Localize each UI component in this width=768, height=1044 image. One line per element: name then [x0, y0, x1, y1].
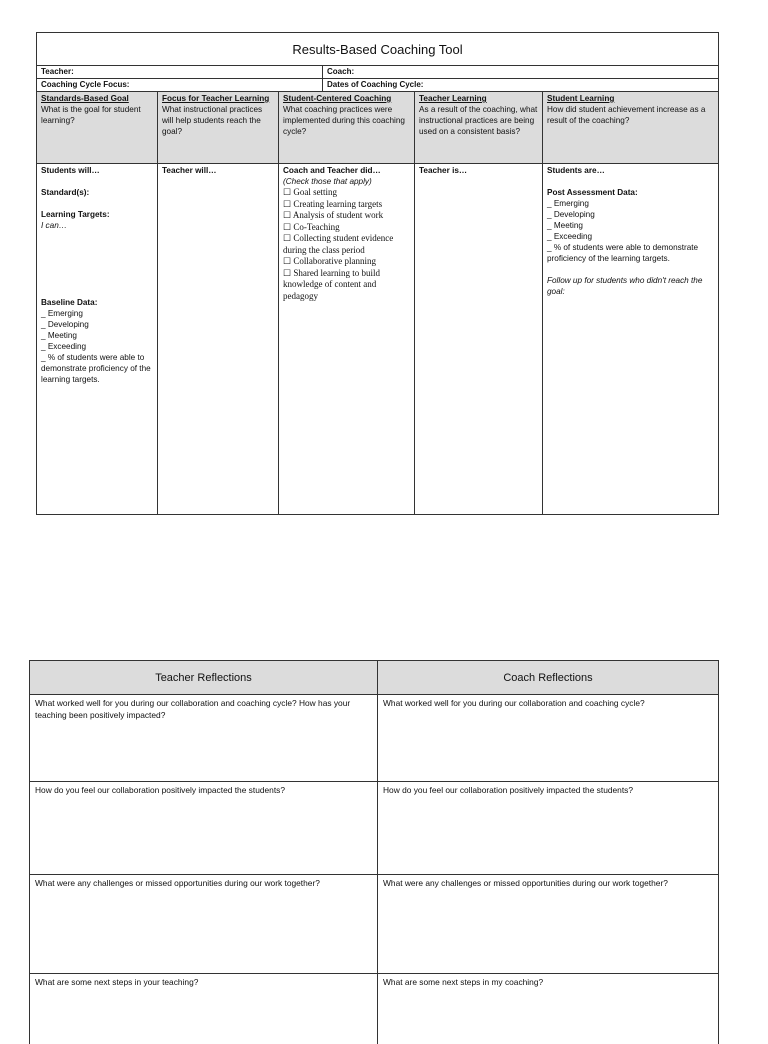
- teacher-reflection-cell[interactable]: What are some next steps in your teaching?: [30, 974, 378, 1044]
- checkbox-item[interactable]: ☐ Goal setting: [283, 187, 338, 197]
- coach-field[interactable]: Coach:: [327, 67, 355, 76]
- header-title: Student Learning: [547, 94, 615, 103]
- header-title: Focus for Teacher Learning: [162, 94, 270, 103]
- checkbox-item[interactable]: ☐ Shared learning to build knowledge of content and pedagogy: [283, 267, 381, 301]
- percent-text: _ % of students were able to demonstrate proficiency of the learning targets.: [41, 353, 151, 384]
- reflection-row: [30, 695, 718, 782]
- teacher-is-label: Teacher is…: [419, 166, 468, 175]
- teacher-field[interactable]: Teacher:: [37, 66, 323, 78]
- teacher-focus-cell[interactable]: [158, 164, 279, 514]
- teacher-reflection-cell[interactable]: How do you feel our collaboration positively impacted the students?: [30, 782, 378, 874]
- header-question: What instructional practices will help students reach the goal?: [162, 105, 263, 136]
- focus-dates-row: [37, 79, 718, 92]
- reflection-row: [30, 974, 718, 1044]
- coaching-focus-field[interactable]: Coaching Cycle Focus:: [37, 79, 323, 91]
- column-headers: [37, 92, 718, 164]
- learning-targets-label: Learning Targets:: [41, 210, 110, 219]
- header-question: As a result of the coaching, what instructional practices are being used on a consistent basis?: [419, 105, 538, 136]
- coach-reflection-cell[interactable]: What are some next steps in my coaching?: [383, 977, 544, 987]
- coaching-tool-table: [36, 32, 719, 515]
- checkbox-item[interactable]: ☐ Collaborative planning: [283, 256, 377, 266]
- header-title: Teacher Learning: [419, 94, 487, 103]
- students-will-label: Students will…: [41, 166, 100, 175]
- coach-reflection-cell[interactable]: How do you feel our collaboration positively impacted the students?: [383, 785, 633, 795]
- teacher-will-label: Teacher will…: [162, 166, 217, 175]
- reflection-row: [30, 782, 718, 875]
- header-title: Student-Centered Coaching: [283, 94, 392, 103]
- coaching-practices-cell[interactable]: [279, 164, 415, 514]
- coach-reflection-cell[interactable]: What were any challenges or missed opportunities during our work together?: [383, 878, 668, 888]
- goal-cell[interactable]: [37, 164, 158, 514]
- teacher-reflection-cell[interactable]: What worked well for you during our collaboration and coaching cycle? How has your teaching been positively impacted?: [30, 695, 378, 781]
- post-assessment-label: Post Assessment Data:: [547, 188, 638, 197]
- level-item: _ Exceeding: [41, 342, 87, 351]
- level-item: _ Exceeding: [547, 232, 593, 241]
- header-question: What is the goal for student learning?: [41, 105, 141, 125]
- header-question: How did student achievement increase as a result of the coaching?: [547, 105, 706, 125]
- student-learning-cell[interactable]: [543, 164, 718, 514]
- checkbox-item[interactable]: ☐ Co-Teaching: [283, 221, 340, 232]
- level-item: _ Emerging: [547, 199, 589, 208]
- header-standards-goal: [37, 92, 158, 163]
- checkbox-item[interactable]: ☐ Collecting student evidence during the class period: [283, 233, 394, 255]
- header-question: What coaching practices were implemented during this coaching cycle?: [283, 105, 405, 136]
- check-note: (Check those that apply): [283, 177, 372, 186]
- followup-text: Follow up for students who didn't reach the goal:: [547, 276, 703, 296]
- level-item: _ Meeting: [41, 331, 77, 340]
- i-can-text: I can…: [41, 221, 67, 230]
- checkbox-item[interactable]: ☐ Analysis of student work: [283, 210, 384, 220]
- header-teacher-learning: [415, 92, 543, 163]
- teacher-learning-cell[interactable]: [415, 164, 543, 514]
- percent-text: _ % of students were able to demonstrate proficiency of the learning targets.: [547, 243, 699, 263]
- page-title: Results-Based Coaching Tool: [37, 33, 718, 66]
- coach-reflections-heading: Coach Reflections: [503, 671, 593, 684]
- dates-field[interactable]: Dates of Coaching Cycle:: [327, 80, 424, 89]
- coach-teacher-did-label: Coach and Teacher did…: [283, 166, 381, 175]
- header-title: Standards-Based Goal: [41, 94, 129, 103]
- standards-label: Standard(s):: [41, 188, 90, 197]
- coach-reflection-cell[interactable]: What worked well for you during our collaboration and coaching cycle?: [383, 698, 645, 708]
- reflection-row: [30, 875, 718, 974]
- header-student-centered: [279, 92, 415, 163]
- level-item: _ Emerging: [41, 309, 83, 318]
- header-teacher-focus: [158, 92, 279, 163]
- level-item: _ Meeting: [547, 221, 583, 230]
- level-item: _ Developing: [41, 320, 89, 329]
- entry-row: [37, 164, 718, 514]
- checkbox-item[interactable]: ☐ Creating learning targets: [283, 198, 383, 209]
- students-are-label: Students are…: [547, 166, 605, 175]
- reflections-table: [29, 660, 719, 1044]
- teacher-coach-row: [37, 66, 718, 79]
- teacher-reflections-heading: Teacher Reflections: [30, 661, 378, 694]
- level-item: _ Developing: [547, 210, 595, 219]
- header-student-learning: [543, 92, 718, 163]
- reflections-header: [30, 661, 718, 695]
- teacher-reflection-cell[interactable]: What were any challenges or missed opportunities during our work together?: [30, 875, 378, 973]
- baseline-data-label: Baseline Data:: [41, 298, 98, 307]
